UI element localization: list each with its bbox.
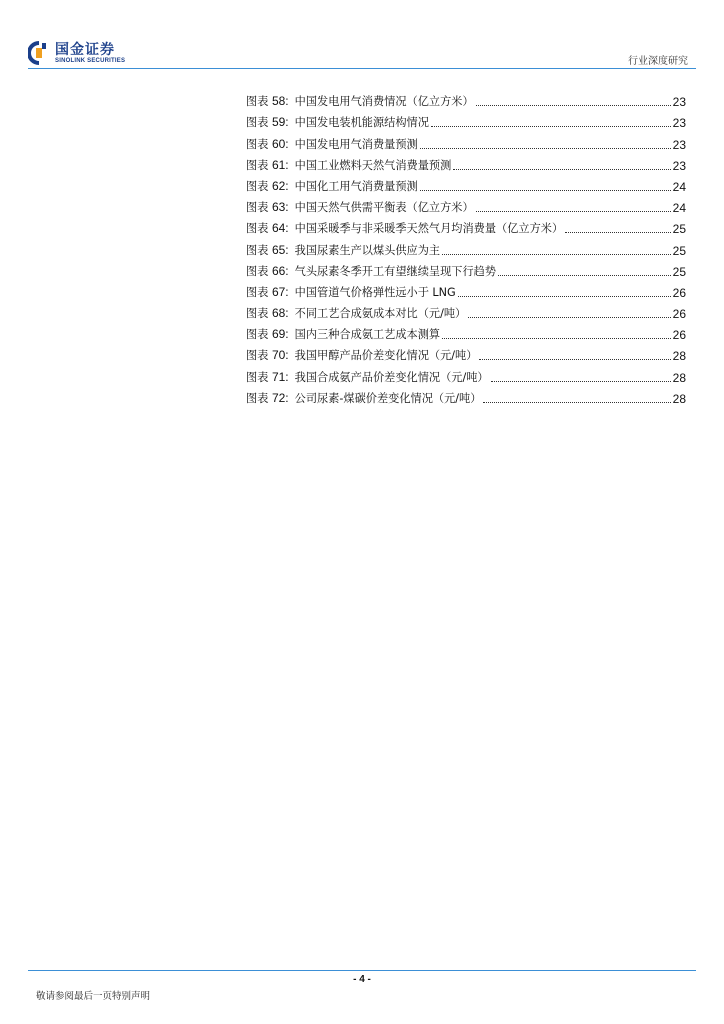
toc-entry-title: 中国工业燃料天然气消费量预测	[294, 158, 452, 172]
toc-entry-label	[246, 390, 289, 406]
toc-entry-number: 72:	[271, 390, 289, 405]
toc-entry-prefix: 图表	[246, 370, 272, 384]
toc-entry-label	[246, 136, 289, 152]
toc-entry-number: 62:	[271, 178, 289, 193]
toc-entry-number: 70:	[271, 348, 289, 363]
toc-entry-prefix: 图表	[246, 222, 272, 236]
toc-entry-page: 28	[672, 370, 686, 385]
toc-entry[interactable]	[246, 363, 686, 384]
toc-entry-page: 23	[672, 158, 686, 173]
toc-entry-label	[246, 157, 289, 173]
toc-entry-title: 中国化工用气消费量预测	[294, 179, 418, 193]
toc-entry-label	[246, 178, 289, 194]
toc-entry-prefix: 图表	[246, 179, 272, 193]
toc-dot-leader	[420, 190, 671, 191]
toc-entry-label	[246, 242, 289, 258]
toc-dot-leader	[498, 275, 671, 276]
toc-entry-page: 24	[672, 201, 686, 216]
toc-entry[interactable]	[246, 300, 686, 321]
toc-entry-prefix: 图表	[246, 307, 272, 321]
toc-entry-title: 中国发电装机能源结构情况	[294, 116, 429, 130]
disclaimer-text: 敬请参阅最后一页特别声明	[36, 991, 151, 1002]
toc-entry-label	[246, 305, 289, 321]
toc-dot-leader	[453, 169, 670, 170]
toc-entry[interactable]	[246, 215, 686, 236]
toc-dot-leader	[442, 254, 671, 255]
toc-entry-page: 28	[672, 349, 686, 364]
toc-entry-number: 67:	[271, 284, 289, 299]
toc-entry-title: 中国发电用气消费量预测	[294, 137, 418, 151]
toc-entry-page: 25	[672, 264, 686, 279]
toc-entry-number: 58:	[271, 94, 289, 109]
toc-dot-leader	[431, 126, 671, 127]
report-type-label: 行业深度研究	[628, 56, 688, 67]
toc-dot-leader	[458, 296, 671, 297]
toc-entry-page: 23	[672, 95, 686, 110]
toc-entry-prefix: 图表	[246, 349, 272, 363]
toc-entry-title: 中国发电用气消费情况（亿立方米）	[294, 95, 474, 109]
toc-dot-leader	[442, 338, 671, 339]
toc-entry-number: 59:	[271, 115, 289, 130]
toc-entry-page: 24	[672, 179, 686, 194]
toc-entry-label	[246, 199, 289, 215]
toc-dot-leader	[565, 232, 671, 233]
toc-entry-label	[246, 369, 289, 385]
toc-entry-title: 我国尿素生产以煤头供应为主	[294, 243, 441, 257]
toc-entry-page: 23	[672, 137, 686, 152]
toc-entry-label	[246, 284, 289, 300]
toc-entry-page: 25	[672, 243, 686, 258]
toc-entry-title: 气头尿素冬季开工有望继续呈现下行趋势	[294, 264, 497, 278]
toc-entry-prefix: 图表	[246, 285, 272, 299]
toc-entry-number: 71:	[271, 369, 289, 384]
toc-entry-prefix: 图表	[246, 95, 272, 109]
toc-entry-title: 国内三种合成氨工艺成本测算	[294, 328, 441, 342]
toc-dot-leader	[476, 211, 671, 212]
toc-entry[interactable]	[246, 321, 686, 342]
toc-entry-prefix: 图表	[246, 158, 272, 172]
toc-entry-label	[246, 220, 289, 236]
company-logo	[28, 40, 125, 66]
toc-entry-page: 26	[672, 285, 686, 300]
toc-entry-number: 65:	[271, 242, 289, 257]
toc-entry-prefix: 图表	[246, 116, 272, 130]
toc-entry-label	[246, 326, 289, 342]
toc-entry[interactable]	[246, 342, 686, 363]
toc-entry-title: 中国采暖季与非采暖季天然气月均消费量（亿立方米）	[294, 222, 564, 236]
toc-entry-page: 23	[672, 116, 686, 131]
toc-entry[interactable]	[246, 152, 686, 173]
toc-dot-leader	[491, 381, 671, 382]
toc-entry[interactable]	[246, 130, 686, 151]
toc-entry[interactable]	[246, 385, 686, 406]
toc-entry-number: 63:	[271, 200, 289, 215]
toc-entry-number: 61:	[271, 157, 289, 172]
header-divider	[28, 68, 696, 69]
toc-dot-leader	[420, 148, 671, 149]
toc-dot-leader	[476, 105, 671, 106]
toc-entry-prefix: 图表	[246, 201, 272, 215]
toc-entry-title: 公司尿素-煤碳价差变化情况（元/吨）	[294, 391, 482, 405]
toc-entry[interactable]	[246, 279, 686, 300]
toc-entry-number: 60:	[271, 136, 289, 151]
toc-entry-prefix: 图表	[246, 328, 272, 342]
toc-entry-page: 26	[672, 307, 686, 322]
toc-entry-number: 64:	[271, 221, 289, 236]
toc-entry-page: 26	[672, 328, 686, 343]
toc-entry-title: 我国合成氨产品价差变化情况（元/吨）	[294, 370, 489, 384]
toc-dot-leader	[468, 317, 670, 318]
toc-entry[interactable]	[246, 109, 686, 130]
toc-entry-title: 我国甲醇产品价差变化情况（元/吨）	[294, 349, 478, 363]
page-number: - 4 -	[353, 974, 371, 985]
toc-entry-title: 不同工艺合成氨成本对比（元/吨）	[294, 307, 467, 321]
toc-entry[interactable]	[246, 236, 686, 257]
toc-entry-title: 中国天然气供需平衡表（亿立方米）	[294, 201, 474, 215]
toc-entry-page: 28	[672, 391, 686, 406]
toc-entry-prefix: 图表	[246, 243, 272, 257]
figure-index-list	[246, 88, 686, 406]
toc-entry-label	[246, 114, 289, 130]
logo-chinese-name: 国金证券	[55, 41, 115, 58]
toc-entry[interactable]	[246, 258, 686, 279]
toc-entry-title: 中国管道气价格弹性远小于 LNG	[294, 285, 456, 299]
logo-emblem-icon	[28, 40, 50, 66]
toc-entry-label	[246, 93, 289, 109]
logo-english-name: SINOLINK SECURITIES	[55, 57, 126, 64]
toc-entry-prefix: 图表	[246, 391, 272, 405]
toc-entry-number: 69:	[271, 327, 289, 342]
toc-entry[interactable]	[246, 194, 686, 215]
toc-entry-label	[246, 263, 289, 279]
toc-entry-number: 66:	[271, 263, 289, 278]
toc-entry[interactable]	[246, 88, 686, 109]
toc-dot-leader	[483, 402, 670, 403]
footer-divider	[28, 970, 696, 971]
toc-entry-prefix: 图表	[246, 137, 272, 151]
toc-entry[interactable]	[246, 173, 686, 194]
toc-entry-label	[246, 347, 289, 363]
toc-entry-page: 25	[672, 222, 686, 237]
toc-entry-prefix: 图表	[246, 264, 272, 278]
toc-entry-number: 68:	[271, 306, 289, 321]
toc-dot-leader	[479, 359, 670, 360]
